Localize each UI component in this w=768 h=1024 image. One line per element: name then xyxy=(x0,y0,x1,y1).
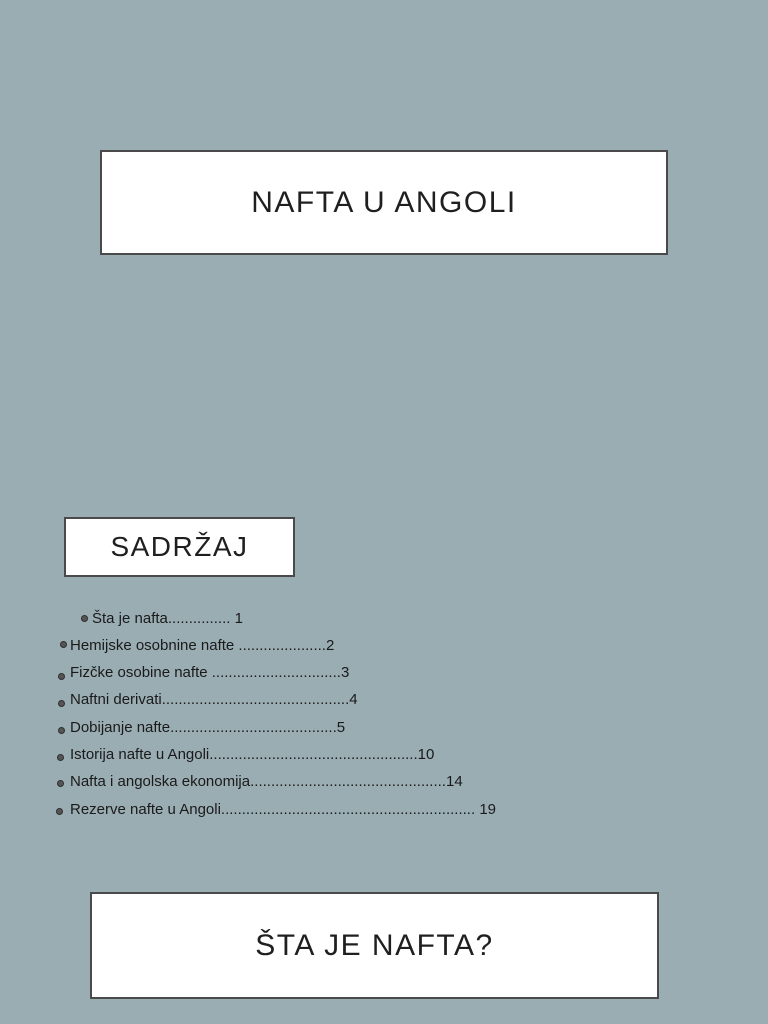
toc-heading: SADRŽAJ xyxy=(110,531,249,562)
document-title-box xyxy=(100,150,668,255)
document-title: NAFTA U ANGOLI xyxy=(251,185,517,219)
toc-item: Dobijanje nafte........................................5 xyxy=(70,719,346,736)
bullet-icon xyxy=(57,780,64,787)
toc-item: Naftni derivati.............................................4 xyxy=(70,691,358,708)
toc-item: Rezerve nafte u Angoli............................................................. 19 xyxy=(70,801,496,818)
section-heading-box xyxy=(90,892,659,999)
toc-item: Nafta i angolska ekonomija...............................................14 xyxy=(70,773,463,790)
bullet-icon xyxy=(58,700,65,707)
section-heading: ŠTA JE NAFTA? xyxy=(255,928,494,962)
toc-item: Fizčke osobine nafte ...............................3 xyxy=(70,664,350,681)
toc-heading-box xyxy=(64,517,295,577)
bullet-icon xyxy=(58,673,65,680)
bullet-icon xyxy=(58,727,65,734)
toc-item: Istorija nafte u Angoli..................................................10 xyxy=(70,746,435,763)
toc-item: Hemijske osobnine nafte .....................2 xyxy=(70,637,335,654)
bullet-icon xyxy=(81,615,88,622)
bullet-icon xyxy=(56,808,63,815)
bullet-icon xyxy=(57,754,64,761)
bullet-icon xyxy=(60,641,67,648)
toc-item: Šta je nafta............... 1 xyxy=(92,610,243,627)
